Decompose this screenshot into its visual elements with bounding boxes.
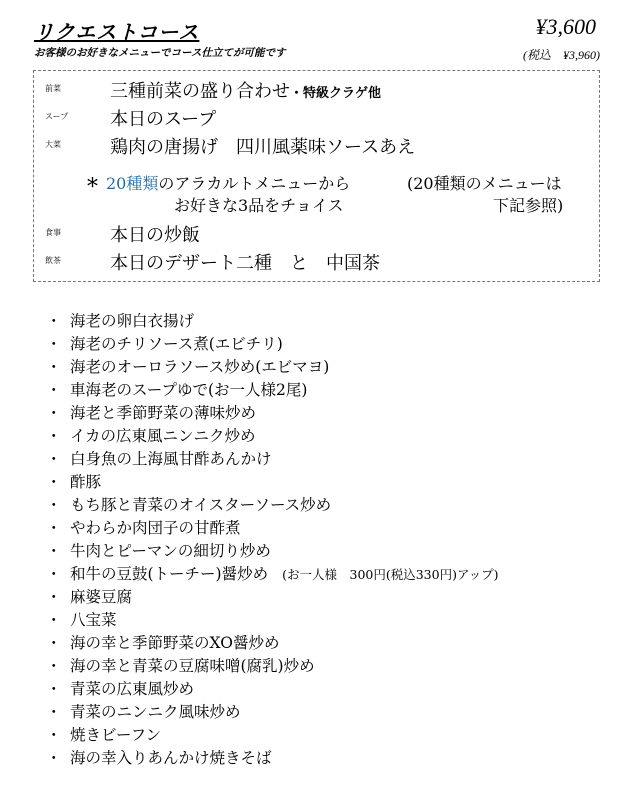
menu-item-name: イカの広東風ニンニク炒め [70, 427, 256, 445]
list-item [46, 310, 498, 333]
list-item [46, 632, 498, 655]
course-dish-name: 本日の炒飯 [110, 225, 200, 246]
menu-item-name: 海老と季節野菜の薄味炒め [70, 404, 257, 422]
menu-item-name: もち豚と青菜のオイスターソース炒め [70, 496, 332, 514]
list-item [46, 724, 498, 747]
bullet: ・ [46, 404, 62, 422]
bullet: ・ [46, 358, 62, 376]
course-dish-name: 鶏肉の唐揚げ 四川風薬味ソースあえ [110, 137, 416, 158]
bullet: ・ [46, 473, 62, 491]
menu-item-name: 和牛の豆鼓(トーチー)醤炒め [70, 565, 269, 583]
list-item [46, 563, 498, 586]
menu-item-name: 海の幸入りあんかけ焼きそば [70, 749, 272, 767]
menu-item-name: 白身魚の上海風甘酢あんかけ [70, 450, 272, 468]
choice-accent: 20種類 [106, 174, 159, 193]
course-category-label: 飲茶 [45, 256, 61, 265]
course-category-label: 前菜 [45, 84, 61, 93]
course-category-label: 食事 [45, 228, 61, 237]
bullet: ・ [46, 381, 62, 399]
list-item [46, 402, 498, 425]
menu-item-name: 青菜のニンニク風味炒め [70, 703, 241, 721]
list-item [46, 448, 498, 471]
course-category-label: スープ [45, 112, 69, 121]
choice-block [34, 169, 599, 217]
list-item [46, 701, 498, 724]
menu-item-name: 海老のオーロラソース炒め(エビマヨ) [70, 358, 330, 376]
bullet: ・ [46, 312, 62, 330]
choice-note-2: 下記参照) [493, 196, 564, 215]
course-subtitle: お客様のお好きなメニューでコース仕立てが可能です [34, 47, 286, 59]
choice-note-1: (20種類のメニューは [407, 174, 562, 193]
choice-line-1-text: のアラカルトメニューから [158, 174, 351, 193]
bullet: ・ [46, 588, 62, 606]
menu-item-name: やわらか肉団子の甘酢煮 [70, 519, 241, 537]
course-price-tax: (税込 ¥3,960) [523, 48, 600, 62]
bullet: ・ [46, 519, 62, 537]
choice-line-1 [106, 171, 350, 194]
alacarte-menu-list [46, 310, 498, 770]
course-category-label: 大菜 [45, 140, 61, 149]
course-title: リクエストコース [34, 20, 200, 44]
menu-item-name: 酢豚 [70, 473, 102, 491]
bullet: ・ [46, 703, 62, 721]
list-item [46, 494, 498, 517]
course-dish-name: 三種前菜の盛り合わせ [110, 81, 290, 102]
list-item [46, 425, 498, 448]
course-price: ¥3,600 [535, 14, 596, 39]
bullet: ・ [46, 496, 62, 514]
menu-item-name: 海老のチリソース煮(エビチリ) [70, 335, 283, 353]
bullet: ・ [46, 657, 62, 675]
menu-item-name: 海の幸と青菜の豆腐味噌(腐乳)炒め [70, 657, 315, 675]
choice-line-2: お好きな3品をチョイス [174, 196, 344, 215]
bullet: ・ [46, 634, 62, 652]
choice-marker: * [87, 175, 98, 200]
bullet: ・ [46, 726, 62, 744]
bullet: ・ [46, 542, 62, 560]
course-dish-name: 本日のスープ [110, 109, 217, 130]
menu-item-name: 焼きビーフン [70, 726, 161, 744]
bullet: ・ [46, 565, 62, 583]
course-dish-name: 本日のデザート二種 と 中国茶 [110, 253, 380, 274]
menu-item-name: 麻婆豆腐 [70, 588, 133, 606]
list-item [46, 379, 498, 402]
menu-item-name: 青菜の広東風炒め [70, 680, 195, 698]
bullet: ・ [46, 335, 62, 353]
menu-item-name: 海老の卵白衣揚げ [70, 312, 195, 330]
list-item [46, 655, 498, 678]
menu-item-name: 八宝菜 [70, 611, 117, 629]
list-item [46, 747, 498, 770]
menu-item-name: 車海老のスープゆで(お一人様2尾) [70, 381, 308, 399]
bullet: ・ [46, 680, 62, 698]
list-item [46, 517, 498, 540]
list-item [46, 540, 498, 563]
list-item [46, 678, 498, 701]
bullet: ・ [46, 749, 62, 767]
menu-item-surcharge: (お一人様 300円(税込330円)アップ) [282, 567, 499, 582]
list-item [46, 333, 498, 356]
list-item [46, 586, 498, 609]
list-item [46, 471, 498, 494]
bullet: ・ [46, 450, 62, 468]
list-item [46, 356, 498, 379]
course-dish-sub: ・特級クラゲ他 [290, 86, 382, 101]
course-dish [110, 77, 381, 103]
menu-item-name: 牛肉とピーマンの細切り炒め [70, 542, 271, 560]
course-box [33, 70, 600, 282]
list-item [46, 609, 498, 632]
menu-item-name: 海の幸と季節野菜のXO醤炒め [70, 634, 280, 652]
bullet: ・ [46, 611, 62, 629]
bullet: ・ [46, 427, 62, 445]
